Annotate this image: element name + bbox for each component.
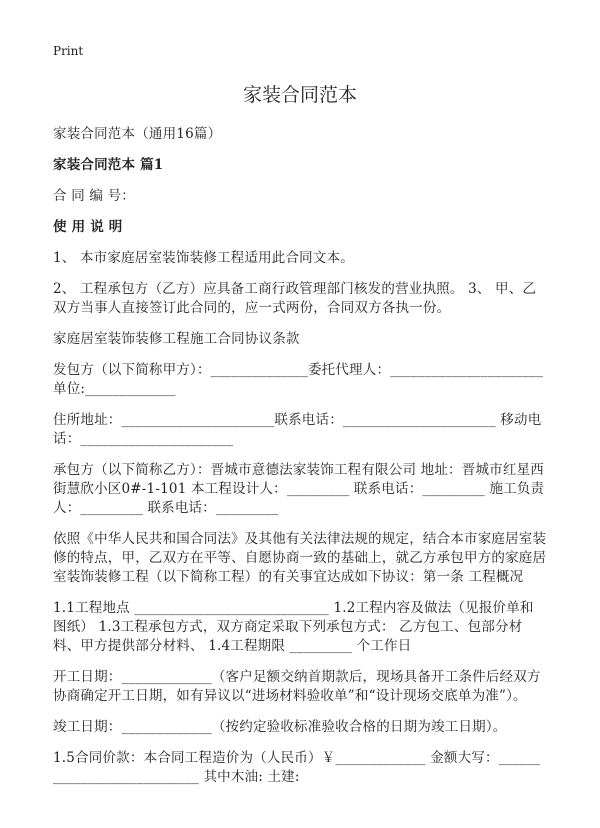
document bbox=[53, 44, 547, 799]
contract-number: 合 同 编 号： bbox=[53, 188, 135, 204]
paragraph: 依照《中华人民共和国合同法》及其他有关法律法规的规定，结合本市家庭居室装修的特点，甲，乙双方在平等、自愿协商一致的基础上，就乙方承包甲方的家庭居室装饰装修工程（以下简称工程）的有关事宜达成如下协议：第一条 工程概况 bbox=[53, 531, 547, 585]
paragraph: 竣工日期：_____________（按约定验收标准验收合格的日期为竣工日期）。 bbox=[53, 719, 507, 735]
usage-heading: 使 用 说 明 bbox=[53, 219, 123, 235]
paragraph: 开工日期：_____________（客户足额交纳首期款后，现场具备开工条件后经双方协商确定开工日期，如有异议以“进场材料验收单”和“设计现场交底单为准”）。 bbox=[53, 669, 541, 704]
print-link[interactable]: Print bbox=[53, 44, 84, 58]
paragraph: 1.5合同价款：本合同工程造价为（人民币）￥_____________ 金额大写：___________________________ 其中木油: 土建: bbox=[53, 750, 541, 785]
paragraph: 家庭居室装饰装修工程施工合同协议条款 bbox=[53, 331, 300, 347]
paragraph: 1.1工程地点 ____________________________ 1.2工程内容及做法（见报价单和图纸） 1.3工程承包方式，双方商定采取下列承包方式： 乙方包工、包部分材料、甲方提供部分材料、 1.4工程期限 _________ 个工作日 bbox=[53, 600, 534, 654]
paragraph: 发包方（以下简称甲方）：______________委托代理人：______________________ 单位:_____________ bbox=[53, 362, 544, 397]
paragraph: 2、 工程承包方（乙方）应具备工商行政管理部门核发的营业执照。 3、 甲、乙双方当事人直接签订此合同的，应一式两份，合同双方各执一份。 bbox=[53, 281, 537, 316]
section-heading: 家装合同范本 篇1 bbox=[53, 157, 164, 173]
paragraph: 住所地址：______________________联系电话：______________________ 移动电话：______________________ bbox=[53, 412, 542, 447]
paragraph: 1、 本市家庭居室装饰装修工程适用此合同文本。 bbox=[53, 250, 354, 266]
paragraph: 承包方（以下简称乙方）：晋城市意德法家装饰工程有限公司 地址：晋城市红星西街慧欣小区0#-1-101 本工程设计人：_________ 联系电话：_________ 施工负责人：_________ 联系电话：_________ bbox=[53, 462, 545, 516]
document-title: 家装合同范本 bbox=[242, 84, 357, 106]
subtitle: 家装合同范本（通用16篇） bbox=[53, 126, 222, 142]
